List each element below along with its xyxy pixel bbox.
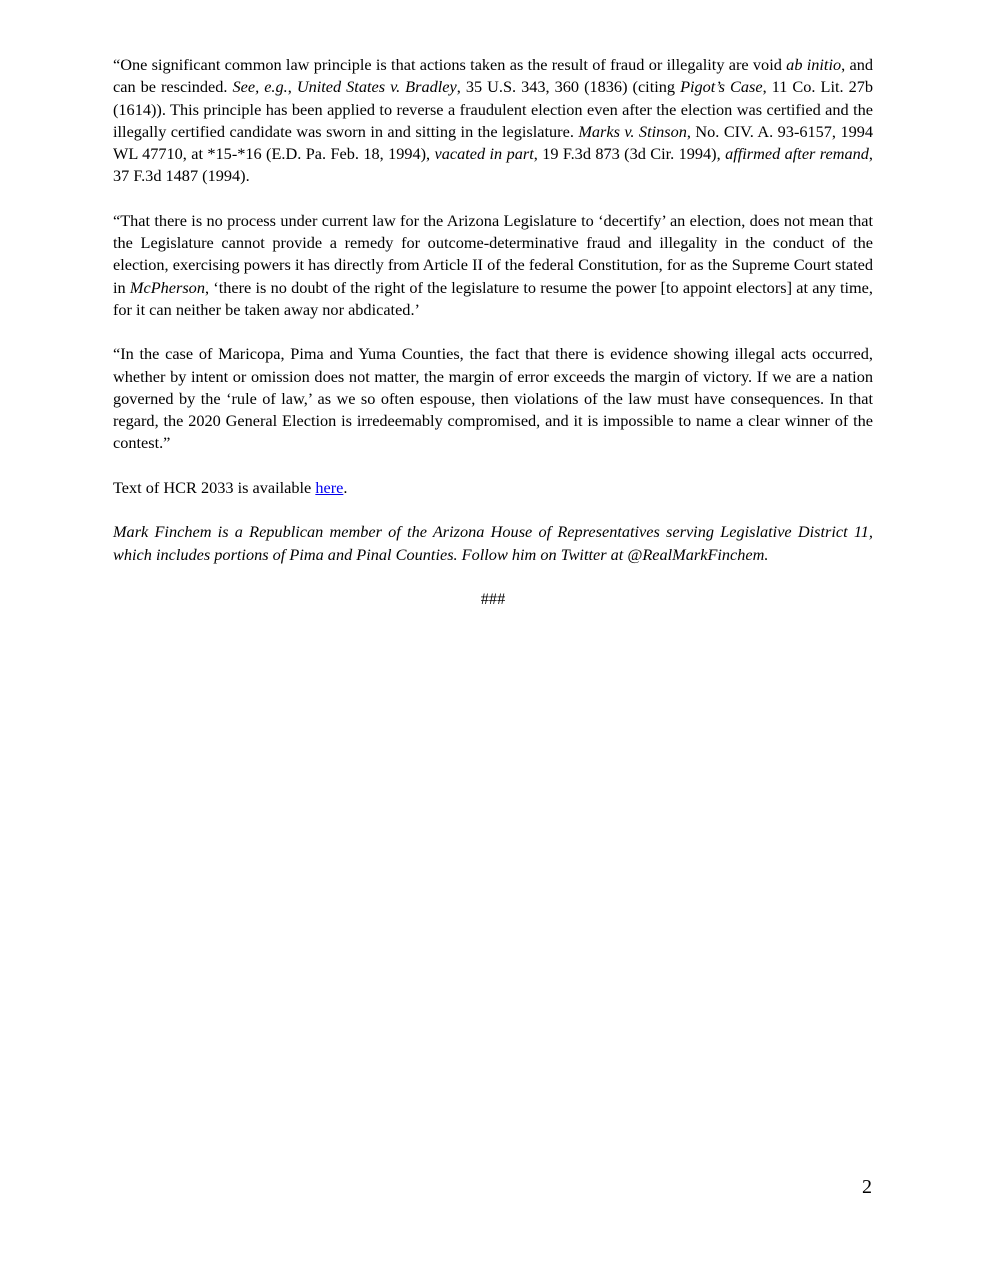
document-body: [113, 54, 873, 633]
text-run: “In the case of Maricopa, Pima and Yuma Counties, the fact that there is evidence showing illegal acts occurred, whether by intent or omission does not matter, the margin of error exceeds the margin of victory. If we are a nation governed by the ‘rule of law,’ as we so often espouse, then violations of the law must have consequences. In that regard, the 2020 General Election is irredeemably compromised, and it is impossible to name a clear winner of the contest.”: [113, 344, 873, 453]
text-run: .: [343, 477, 348, 497]
page-number: 2: [862, 1176, 872, 1198]
paragraph-end-marker: [113, 588, 873, 610]
paragraph-counties: [113, 343, 873, 454]
text-run: United States v. Bradley: [296, 77, 457, 97]
text-run: Marks v. Stinson: [578, 121, 687, 141]
text-run: “One significant common law principle is that actions taken as the result of fraud or illegality are void: [113, 55, 787, 74]
text-run: , 37 F.3d 1487 (1994).: [113, 144, 873, 186]
text-run: , No. CIV. A. 93-6157, 1994 WL 47710, at *15-*16 (E.D. Pa. Feb. 18, 1994),: [113, 121, 874, 163]
text-run: Text of HCR 2033 is available: [113, 477, 316, 497]
text-run: , ‘there is no doubt of the right of the legislature to resume the power [to appoint electors] at any time, for it can neither be taken away nor abdicated.’: [113, 277, 873, 319]
text-run: vacated in part: [434, 144, 534, 163]
paragraph-author-bio: [113, 521, 873, 566]
paragraph-common-law-principle: [113, 54, 873, 188]
hcr-2033-link[interactable]: here: [315, 477, 344, 497]
text-run: Mark Finchem is a Republican member of the Arizona House of Representatives serving Legislative District 11, which includes portions of Pima and Pinal Counties. Follow him on Twitter at @RealMarkFinchem.: [113, 522, 873, 564]
text-run: McPherson: [129, 277, 205, 297]
text-run: , 19 F.3d 873 (3d Cir. 1994),: [533, 144, 726, 163]
text-run: ,: [287, 77, 297, 97]
text-run: ###: [480, 589, 506, 608]
text-run: ab initio: [786, 55, 842, 74]
text-run: , and can be rescinded.: [113, 55, 873, 97]
text-run: , 11 Co. Lit. 27b (1614)). This principle has been applied to reverse a fraudulent election even after the election was certified and the illegally certified candidate was sworn in and sitting in the legislature.: [113, 77, 874, 141]
text-run: , 35 U.S. 343, 360 (1836) (citing: [456, 77, 681, 97]
paragraph-hcr-link: [113, 477, 873, 499]
text-run: “That there is no process under current law for the Arizona Legislature to ‘decertify’ an election, does not mean that the Legislature cannot provide a remedy for outcome-determinative fraud and illegality in the conduct of the election, exercising powers it has directly from Article II of the federal Constitution, for as the Supreme Court stated in: [113, 210, 873, 297]
text-run: See, e.g.: [232, 77, 288, 97]
text-run: Pigot’s Case: [680, 77, 763, 97]
paragraph-decertify: [113, 210, 873, 321]
text-run: affirmed after remand: [725, 144, 869, 163]
